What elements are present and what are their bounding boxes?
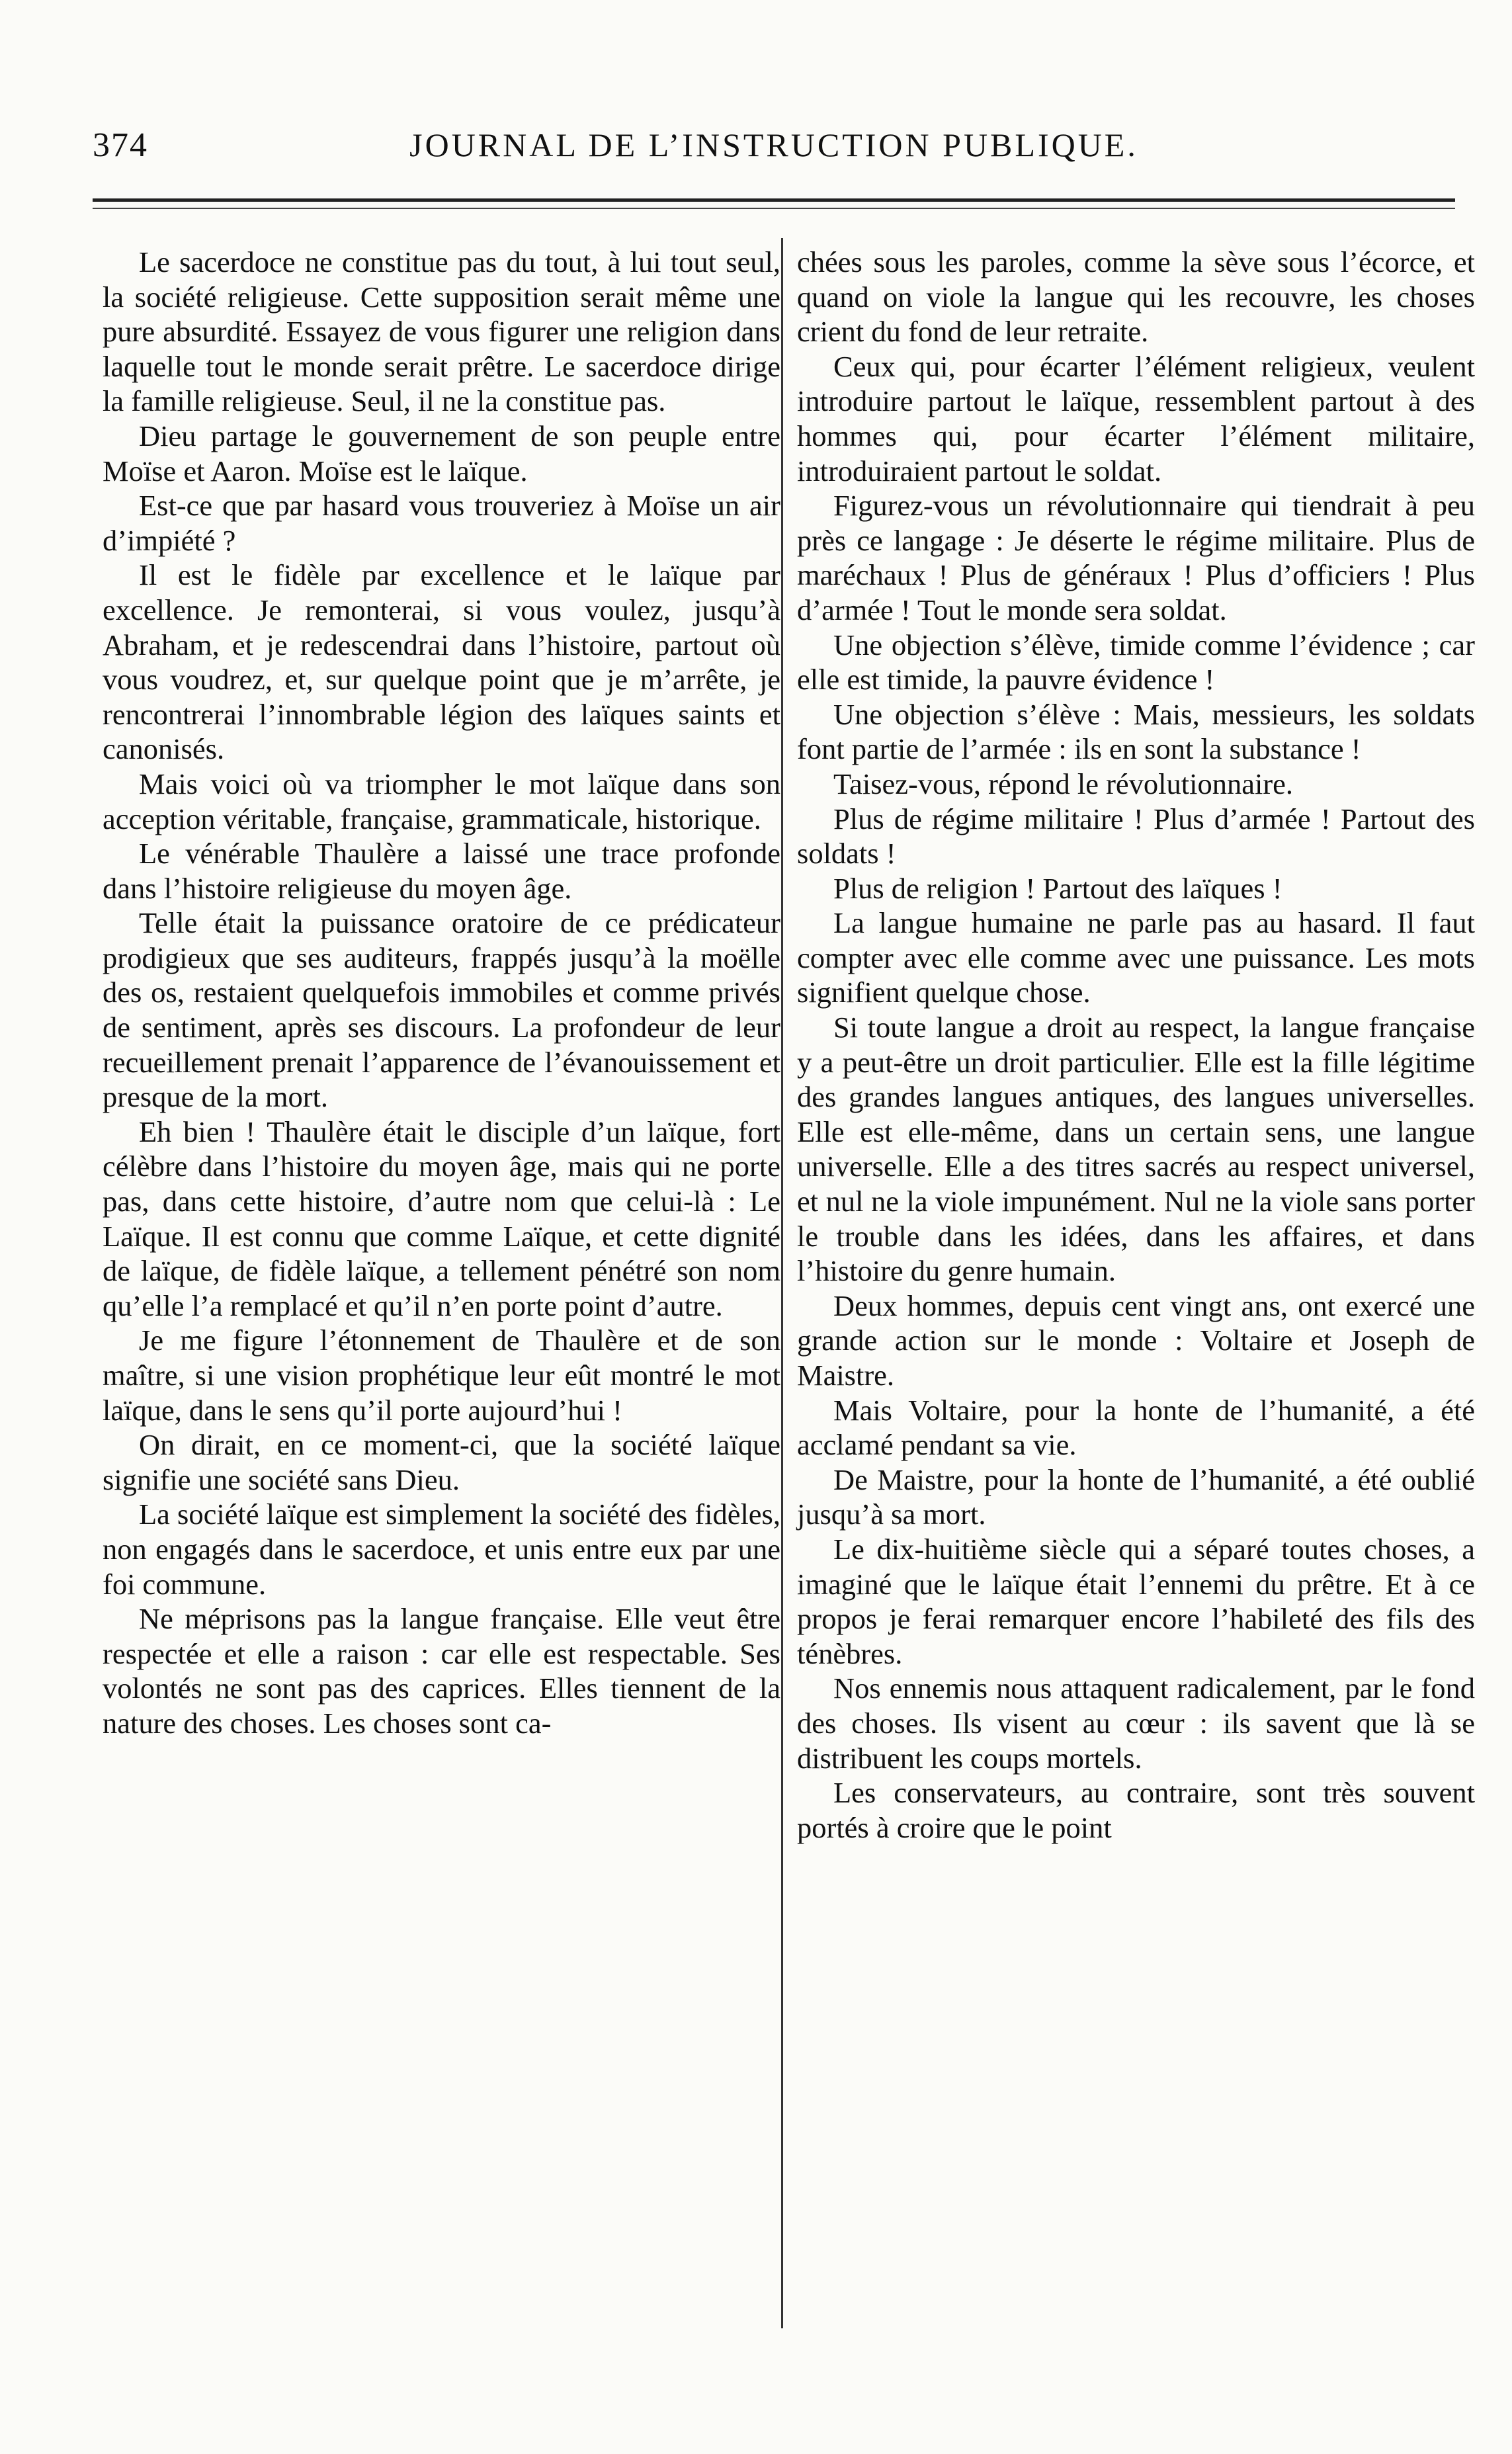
paragraph: La langue humaine ne parle pas au hasard. Il faut compter avec elle comme avec une puissance. Les mots signifient quelque chose. [797, 906, 1475, 1009]
paragraph: Deux hommes, depuis cent vingt ans, ont exercé une grande action sur le monde : Voltaire et Joseph de Maistre. [797, 1289, 1475, 1392]
paragraph: Nos ennemis nous attaquent radicalement, par le fond des choses. Ils visent au cœur : ils savent que là se distribuent les coups mortels. [797, 1671, 1475, 1775]
page-number: 374 [93, 126, 148, 164]
paragraph: Le sacerdoce ne constitue pas du tout, à lui tout seul, la société religieuse. Cette supposition serait même une pure absurdité. Essayez de vous figurer une religion dans laquelle tout le monde serait prêtre. Le sacerdoce dirige la famille religieuse. Seul, il ne la constitue pas. [103, 245, 780, 418]
paragraph: Mais voici où va triompher le mot laïque dans son acception véritable, française, grammaticale, historique. [103, 767, 780, 835]
paragraph: Ne méprisons pas la langue française. Elle veut être respectée et elle a raison : car elle est respectable. Ses volontés ne sont pas des caprices. Elles tiennent de la nature des choses. Les choses sont ca- [103, 1602, 780, 1740]
paragraph: Ceux qui, pour écarter l’élément religieux, veulent introduire partout le laïque, ressemblent partout à des hommes qui, pour écarter l’élément militaire, introduiraient partout le soldat. [797, 349, 1475, 487]
paragraph: Le dix-huitième siècle qui a séparé toutes choses, a imaginé que le laïque était l’ennemi du prêtre. Et à ce propos je ferai remarquer encore l’habileté des fils des ténèbres. [797, 1532, 1475, 1670]
paragraph: Mais Voltaire, pour la honte de l’humanité, a été acclamé pendant sa vie. [797, 1393, 1475, 1462]
left-column [103, 245, 780, 1741]
paragraph: Une objection s’élève, timide comme l’évidence ; car elle est timide, la pauvre évidence ! [797, 628, 1475, 697]
paragraph: Figurez-vous un révolutionnaire qui tiendrait à peu près ce langage : Je déserte le régime militaire. Plus de maréchaux ! Plus de généraux ! Plus d’officiers ! Plus d’armée ! Tout le monde sera soldat. [797, 489, 1475, 626]
right-column [797, 245, 1475, 1845]
column-divider [781, 238, 783, 2328]
paragraph: Eh bien ! Thaulère était le disciple d’un laïque, fort célèbre dans l’histoire du moyen âge, mais qui ne porte pas, dans cette histoire, d’autre nom que celui-là : Le Laïque. Il est connu que comme Laïque, et cette dignité de laïque, de fidèle laïque, a tellement pénétré son nom qu’elle l’a remplacé et qu’il n’en porte point d’autre. [103, 1115, 780, 1322]
paragraph: On dirait, en ce moment-ci, que la société laïque signifie une société sans Dieu. [103, 1428, 780, 1496]
paragraph: Plus de religion ! Partout des laïques ! [833, 871, 1282, 905]
paragraph: Si toute langue a droit au respect, la langue française y a peut-être un droit particulier. Elle est la fille légitime des grandes langues antiques, des langues universelles. Elle est elle-même, dans un certain sens, une langue universelle. Elle a des titres sacrés au respect universel, et nul ne la viole impunément. Nul ne la viole sans porter le trouble dans les idées, dans les affaires, et dans l’histoire du genre humain. [797, 1011, 1475, 1288]
paragraph: Le vénérable Thaulère a laissé une trace profonde dans l’histoire religieuse du moyen âge. [103, 837, 780, 905]
paragraph: Taisez-vous, répond le révolutionnaire. [833, 767, 1294, 800]
page-header [93, 126, 1455, 185]
paragraph: Est-ce que par hasard vous trouveriez à Moïse un air d’impiété ? [103, 489, 780, 557]
header-rule-thin [93, 208, 1455, 209]
paragraph: De Maistre, pour la honte de l’humanité, a été oublié jusqu’à sa mort. [797, 1462, 1475, 1531]
paragraph: Une objection s’élève : Mais, messieurs, les soldats font partie de l’armée : ils en sont la substance ! [797, 697, 1475, 766]
paragraph: Je me figure l’étonnement de Thaulère et de son maître, si une vision prophétique leur eût montré le mot laïque, dans le sens qu’il porte aujourd’hui ! [103, 1324, 780, 1427]
paragraph: Telle était la puissance oratoire de ce prédicateur prodigieux que ses auditeurs, frappés jusqu’à la moëlle des os, restaient quelquefois immobiles et comme privés de sentiment, après ses discours. La profondeur de leur recueillement prenait l’apparence de l’évanouissement et presque de la mort. [103, 906, 780, 1114]
paragraph: Les conservateurs, au contraire, sont très souvent portés à croire que le point [797, 1776, 1475, 1844]
paragraph: Plus de régime militaire ! Plus d’armée ! Partout des soldats ! [797, 802, 1475, 870]
paragraph: La société laïque est simplement la société des fidèles, non engagés dans le sacerdoce, et unis entre eux par une foi commune. [103, 1498, 781, 1601]
paragraph: Dieu partage le gouvernement de son peuple entre Moïse et Aaron. Moïse est le laïque. [103, 419, 780, 487]
paragraph: chées sous les paroles, comme la sève sous l’écorce, et quand on viole la langue qui les recouvre, les choses crient du fond de leur retraite. [797, 245, 1475, 349]
paragraph: Il est le fidèle par excellence et le laïque par excellence. Je remonterai, si vous voulez, jusqu’à Abraham, et je redescendrai dans l’histoire, partout où vous voudrez, et, sur quelque point que je m’arrête, je rencontrerai l’innombrable légion des laïques saints et canonisés. [103, 558, 780, 766]
running-title: JOURNAL DE L’INSTRUCTION PUBLIQUE. [409, 126, 1138, 163]
header-rule-thick [93, 198, 1455, 202]
